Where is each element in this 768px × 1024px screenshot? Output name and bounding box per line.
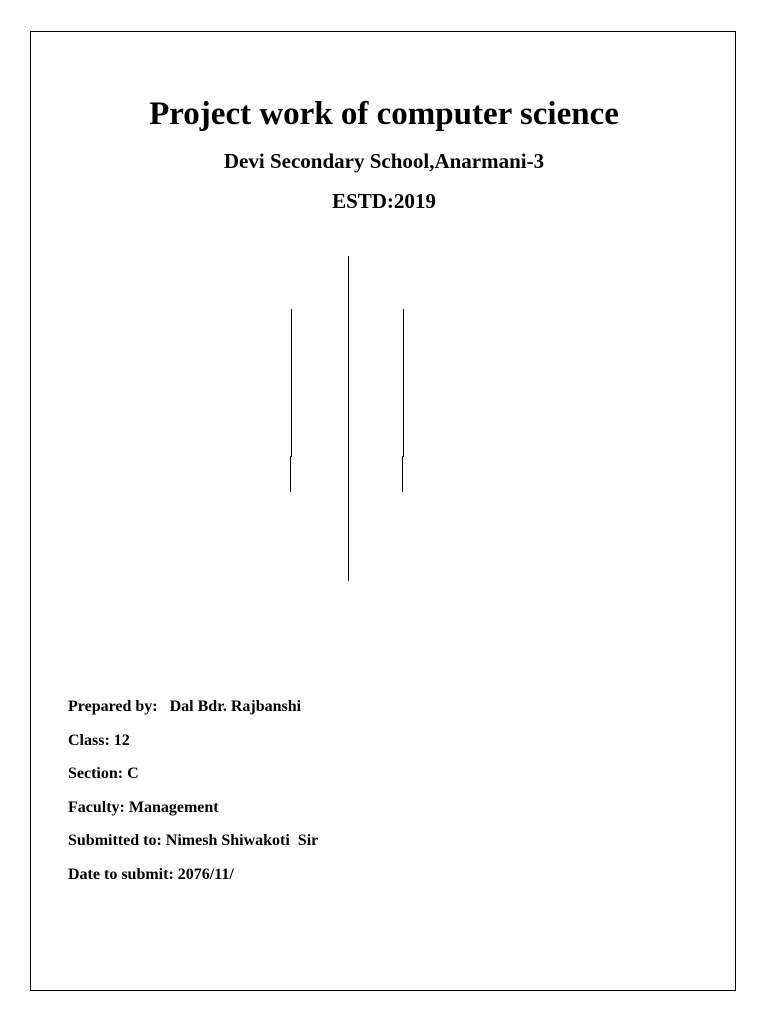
school-name: Devi Secondary School,Anarmani-3 — [223, 149, 545, 173]
submitted-to: Submitted to: Nimesh Shiwakoti Sir — [68, 832, 319, 849]
established-year: ESTD:2019 — [332, 189, 436, 213]
document-title: Project work of computer science — [149, 96, 619, 132]
section-info: Section: C — [68, 765, 139, 782]
class-info: Class: 12 — [68, 731, 130, 749]
left-line-upper — [291, 309, 292, 457]
right-line-lower — [402, 456, 403, 492]
submission-date: Date to submit: 2076/11/ — [68, 865, 234, 883]
prepared-by: Prepared by: Dal Bdr. Rajbanshi — [68, 698, 302, 715]
faculty-info: Faculty: Management — [68, 798, 219, 816]
right-line-upper — [403, 309, 404, 457]
project-details — [68, 690, 318, 891]
left-line-lower — [290, 456, 291, 492]
center-line — [348, 256, 349, 581]
